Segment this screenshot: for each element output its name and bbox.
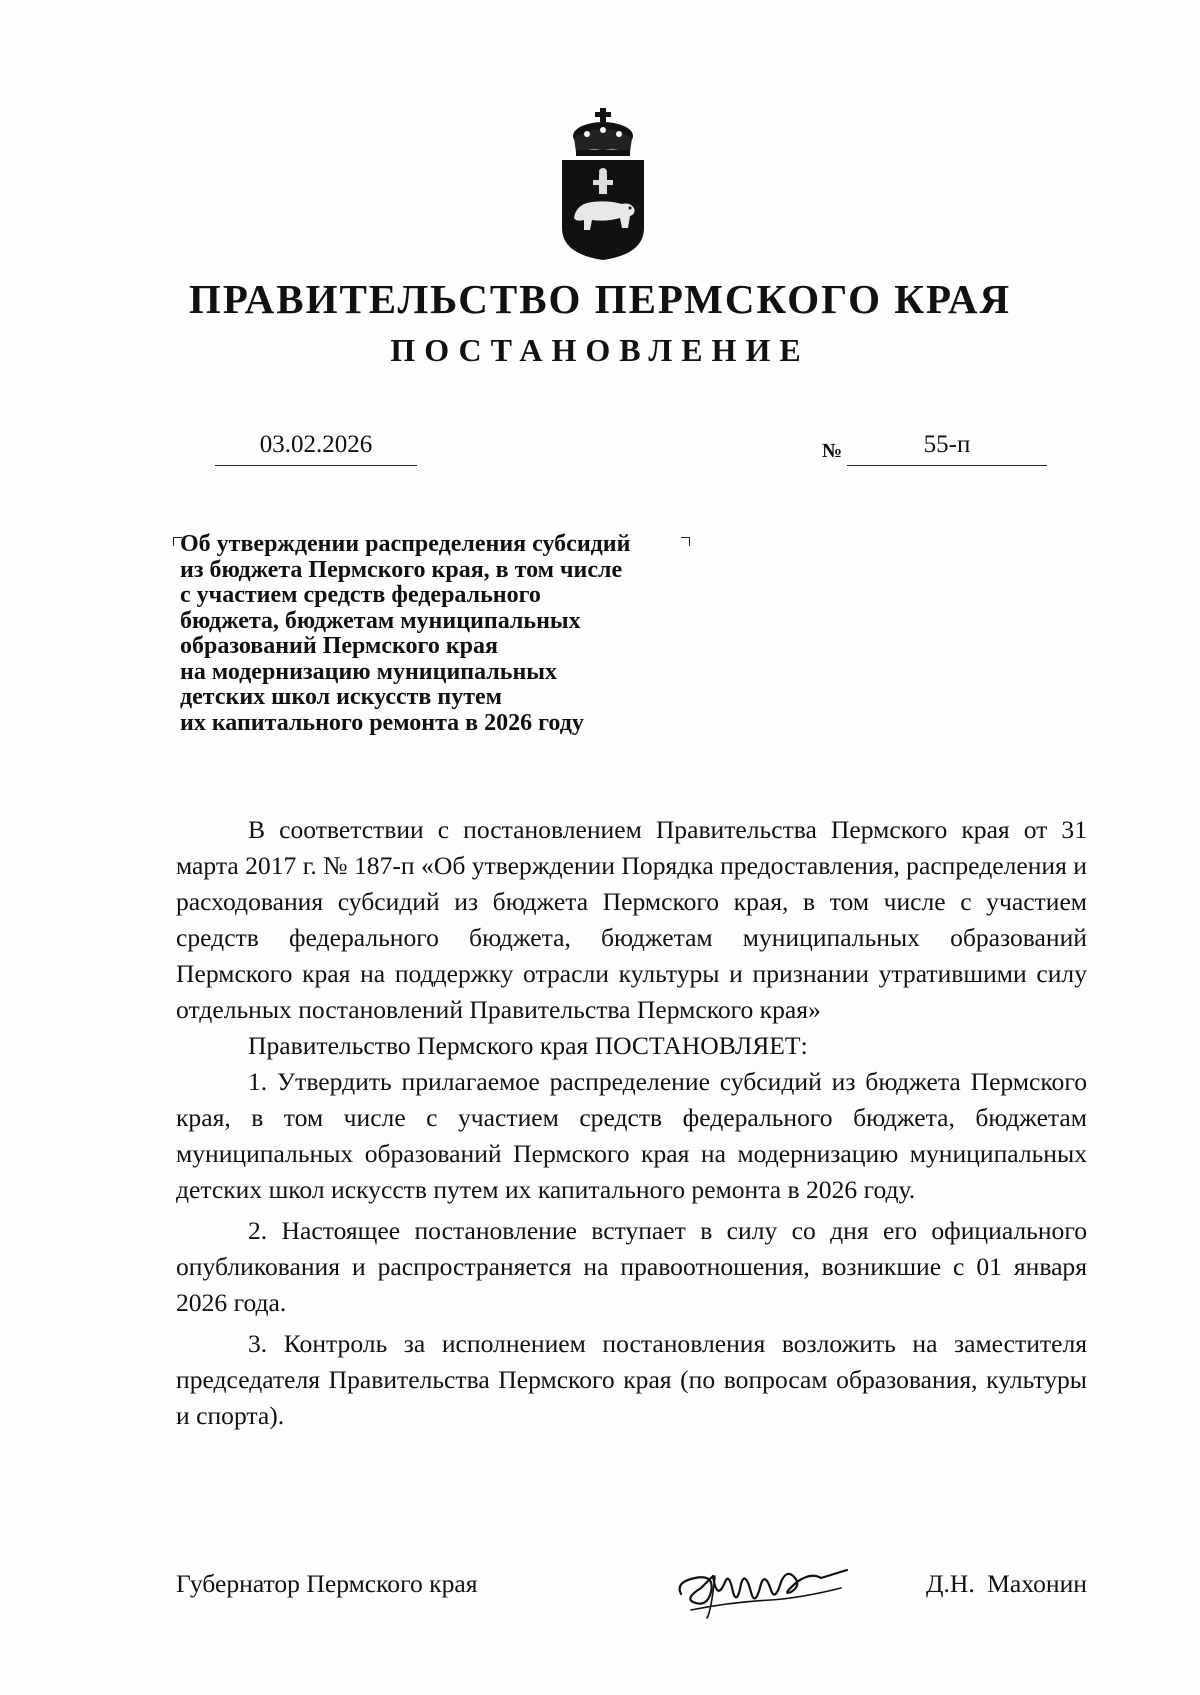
document-body (176, 812, 1087, 1434)
signature-block (176, 1566, 1087, 1626)
document-date: 03.02.2026 (259, 431, 373, 458)
subject-line: образований Пермского края (180, 633, 498, 659)
resolves-paragraph: Правительство Пермского края ПОСТАНОВЛЯЕТ: (248, 1031, 808, 1060)
subject-heading (180, 532, 740, 736)
subject-line: их капитального ремонта в 2026 году (180, 709, 584, 736)
preamble-paragraph: В соответствии с постановлением Правительства Пермского края от 31 марта 2017 г. № 187-п «Об утверждении Порядка предоставления, распределения и расходования субсидий из бюджета Пермского края, в том числе с участием средств федерального бюджета, бюджетам муниципальных образований Пермского края на поддержку отрасли культуры и признании утратившими силу отдельных постановлений Правительства Пермского края» (176, 815, 1087, 1024)
handwritten-signature-icon (671, 1552, 851, 1620)
item-paragraph-3: 3. Контроль за исполнением постановления возложить на заместителя председателя Правительства Пермского края (по вопросам образования, культуры и спорта). (176, 1329, 1087, 1430)
document-number-field (847, 425, 1047, 466)
subject-line: детских школ искусств путем (180, 684, 503, 710)
item-paragraph-2: 2. Настоящее постановление вступает в силу со дня его официального опубликования и распространяется на правоотношения, возникшие с 01 января 2026 года. (176, 1216, 1087, 1317)
subject-line: бюджета, бюджетам муниципальных (180, 607, 581, 634)
subject-line: из бюджета Пермского края, в том числе (180, 556, 623, 583)
number-sign: № (822, 440, 843, 462)
signatory-title: Губернатор Пермского края (176, 1569, 478, 1598)
document-number: 55-п (923, 431, 971, 458)
subject-line: с участием средств федерального (180, 582, 541, 608)
item-paragraph-1: 1. Утвердить прилагаемое распределение субсидий из бюджета Пермского края, в том числе с участием средств федерального бюджета, бюджетам муниципальных образований Пермского края на модернизацию муниципальных детских школ искусств путем их капитального ремонта в 2026 году. (176, 1067, 1087, 1204)
subject-line: Об утверждении распределения субсидий (180, 531, 631, 557)
government-title: ПРАВИТЕЛЬСТВО ПЕРМСКОГО КРАЯ (188, 276, 1012, 322)
signatory-name: Д.Н. Махонин (926, 1569, 1087, 1598)
document-date-field (215, 425, 417, 466)
perm-krai-coat-of-arms-icon (562, 108, 644, 260)
subject-line: на модернизацию муниципальных (180, 658, 558, 685)
document-type: ПОСТАНОВЛЕНИЕ (390, 332, 810, 368)
